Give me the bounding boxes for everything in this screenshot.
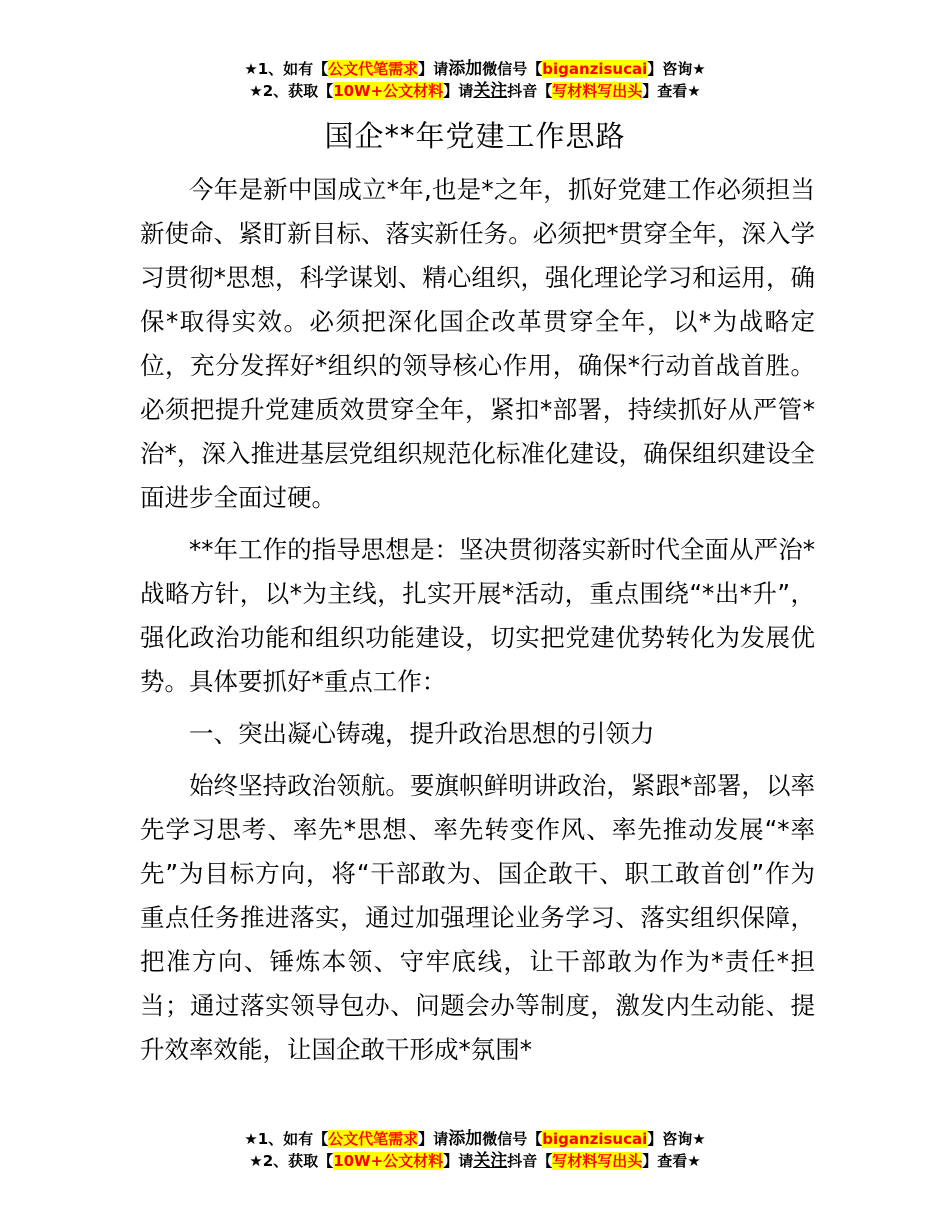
promo-line-2	[0, 80, 950, 102]
header-promo-banner	[0, 58, 950, 102]
promo-line-1	[0, 58, 950, 80]
promo-line-1-middle: 】请	[418, 1130, 449, 1148]
paragraph-guiding-thought: **年工作的指导思想是：坚决贯彻落实新时代全面从严治*战略方针，以*为主线，扎实开展*活动，重点围绕“*出*升”，强化政治功能和组织功能建设，切实把党建优势转化为发展优势。具体要抓好*重点工作：	[140, 535, 815, 696]
promo-line-2-middle: 】请	[443, 82, 474, 100]
promo-line-2-middle-2: 抖音【	[507, 1152, 553, 1170]
paragraph-intro: 今年是新中国成立*年,也是*之年，抓好党建工作必须担当新使命、紧盯新目标、落实新任务。必须把*贯穿全年，深入学习贯彻*思想，科学谋划、精心组织，强化理论学习和运用，确保*取得实效。必须把深化国企改革贯穿全年，以*为战略定位，充分发挥好*组织的领导核心作用，确保*行动首战首胜。必须把提升党建质效贯穿全年，紧扣*部署，持续抓好从严管*治*，深入推进基层党组织规范化标准化建设，确保组织建设全面进步全面过硬。	[140, 175, 815, 512]
paragraph-political-leadership: 始终坚持政治领航。要旗帜鲜明讲政治，紧跟*部署，以率先学习思考、率先*思想、率先转变作风、率先推动发展“*率先”为目标方向，将“干部敢为、国企敢干、职工敢首创”作为重点任务推进落实，通过加强理论业务学习、落实组织保障，把准方向、锤炼本领、守牢底线，让干部敢为作为*责任*担当；通过落实领导包办、问题会办等制度，激发内生动能、提升效率效能，让国企敢干形成*氛围*	[140, 771, 815, 1064]
promo-line-2-emphasis: 关注	[473, 81, 508, 101]
promo-line-1-middle-2: 微信号【	[482, 60, 543, 78]
promo-line-2-middle-2: 抖音【	[507, 82, 553, 100]
promo-line-2-middle: 】请	[443, 1152, 474, 1170]
document-title: 国企**年党建工作思路	[324, 119, 626, 153]
promo-line-1-suffix: 】咨询★	[647, 60, 706, 78]
promo-line-2-highlight-materials: 10W+公文材料	[333, 1152, 444, 1170]
promo-line-2-emphasis: 关注	[473, 1151, 508, 1171]
promo-line-1-suffix: 】咨询★	[647, 1130, 706, 1148]
footer-promo-banner	[0, 1128, 950, 1172]
promo-line-2-highlight-douyin: 写材料写出头	[552, 1152, 643, 1170]
section-heading-1: 一、突出凝心铸魂，提升政治思想的引领力	[189, 719, 655, 748]
promo-line-1-prefix: ★1、如有【	[244, 60, 329, 78]
promo-line-2-suffix: 】查看★	[642, 82, 701, 100]
promo-line-1-middle: 】请	[418, 60, 449, 78]
promo-line-2-suffix: 】查看★	[642, 1152, 701, 1170]
document-body	[140, 168, 815, 1080]
promo-line-2-highlight-douyin: 写材料写出头	[552, 82, 643, 100]
promo-line-1	[0, 1128, 950, 1150]
promo-line-2-prefix: ★2、获取【	[249, 82, 334, 100]
promo-line-2-prefix: ★2、获取【	[249, 1152, 334, 1170]
promo-line-1-prefix: ★1、如有【	[244, 1130, 329, 1148]
promo-line-1-emphasis: 添加	[448, 1129, 483, 1149]
promo-line-1-highlight-wechat: biganzisucai	[542, 60, 648, 78]
promo-line-1-emphasis: 添加	[448, 59, 483, 79]
promo-line-1-highlight-service: 公文代笔需求	[328, 60, 419, 78]
promo-line-2	[0, 1150, 950, 1172]
promo-line-2-highlight-materials: 10W+公文材料	[333, 82, 444, 100]
promo-line-1-highlight-wechat: biganzisucai	[542, 1130, 648, 1148]
promo-line-1-middle-2: 微信号【	[482, 1130, 543, 1148]
promo-line-1-highlight-service: 公文代笔需求	[328, 1130, 419, 1148]
